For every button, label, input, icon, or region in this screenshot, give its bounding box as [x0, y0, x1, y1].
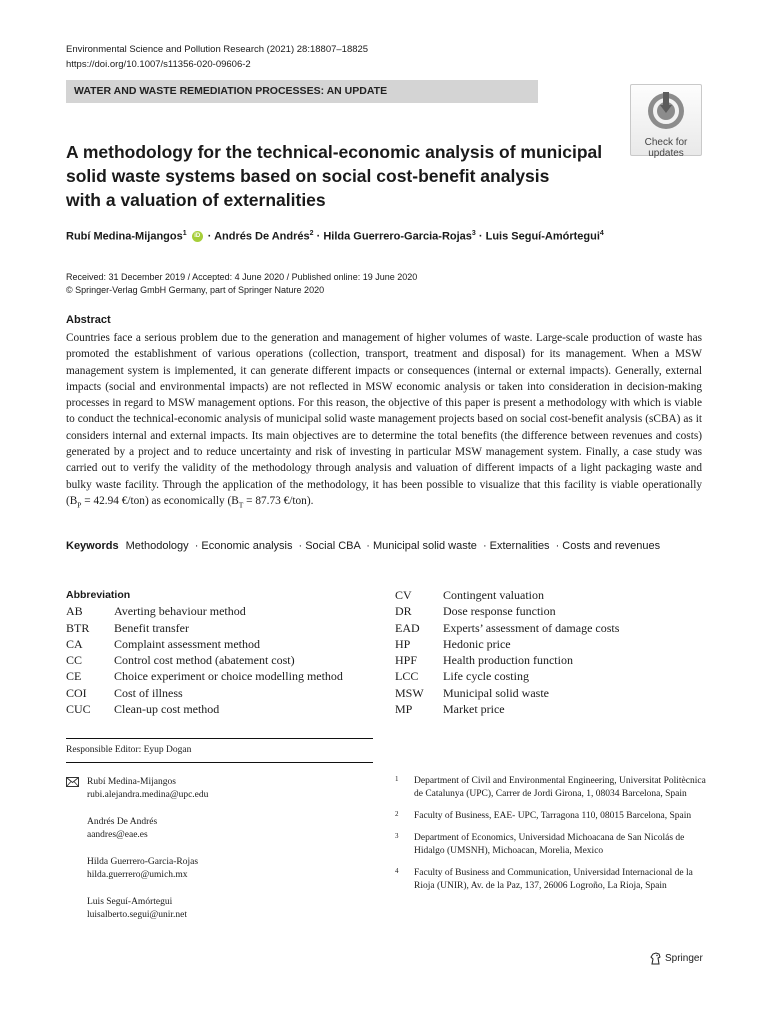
journal-reference [66, 42, 368, 72]
keyword[interactable]: Economic analysis [201, 540, 293, 552]
abstract-heading: Abstract [66, 314, 111, 326]
author-affiliation-marker: 2 [309, 230, 314, 237]
abbreviation-row: CC Control cost method (abatement cost) [66, 653, 295, 668]
author-name[interactable]: Andrés De Andrés [214, 230, 310, 243]
affiliation-item: 1 Department of Civil and Environmental Engineering, Universitat Politècnica de Catalunya (UPC), Carrer de Jordi Girona, 1, 08034 Barcelona, Spain [395, 775, 706, 799]
divider [66, 762, 373, 763]
publication-dates [66, 271, 417, 297]
title-line-2: solid waste systems based on social cost-benefit analysis [66, 166, 550, 186]
abbreviation-table-left [66, 587, 343, 717]
abbreviation-row: DR Dose response function [395, 604, 556, 619]
check-for-updates-label: Check for updates [644, 137, 688, 159]
affiliations [395, 775, 710, 902]
contact-name: Rubí Medina-Mijangos [87, 777, 176, 787]
abbreviation-row: BTR Benefit transfer [66, 620, 189, 635]
check-for-updates-badge[interactable] [630, 84, 702, 159]
affiliation-item: 2 Faculty of Business, EAE- UPC, Tarragona 110, 08015 Barcelona, Spain [395, 810, 692, 821]
contact-entry [66, 896, 208, 922]
keyword[interactable]: Methodology [125, 540, 189, 552]
author-list: Rubí Medina-Mijangos$^1$ iD · Andrés De Andrés$^2$ · Hilda Guerrero-Garcia-Rojas$^3$ · Luis Seguí-Amórtegui$^4$ [66, 230, 604, 243]
affiliation-item: 4 Faculty of Business and Communication, Universidad Internacional de la Rioja (UNIR), Av. de la Paz, 137, 26006 Logroño, La Rioja, Spain [395, 867, 693, 891]
abbreviation-row: HPF Health production function [395, 653, 573, 668]
abbreviation-heading: Abbreviation [66, 589, 131, 601]
publication-history: Received: 31 December 2019 / Accepted: 4 June 2020 / Published online: 19 June 2020 [66, 272, 418, 282]
author-affiliation-marker: 1 [182, 230, 187, 237]
abbreviation-row: CV Contingent valuation [395, 588, 544, 602]
doi-link[interactable]: https://doi.org/10.1007/s11356-020-09606-2 [66, 59, 251, 70]
abbreviation-row: HP Hedonic price [395, 636, 511, 651]
divider [66, 738, 373, 739]
contact-email[interactable]: aandres@eae.es [87, 830, 148, 840]
contact-entry [66, 816, 208, 842]
keyword[interactable]: Social CBA [305, 540, 361, 552]
contact-name: Andrés De Andrés [87, 817, 158, 827]
publisher-logo [650, 952, 703, 965]
abbreviation-row: LCC Life cycle costing [395, 669, 529, 684]
contact-email[interactable]: luisalberto.segui@unir.net [87, 910, 188, 920]
orcid-icon[interactable]: iD [192, 231, 203, 242]
springer-horse-icon [650, 952, 662, 965]
affiliation-item: 3 Department of Economics, Universidad Michoacana de San Nicolás de Hidalgo (UMSNH), Michoacan, Morelia, Mexico [395, 832, 685, 856]
author-name[interactable]: Hilda Guerrero-Garcia-Rojas [323, 230, 472, 243]
keyword[interactable]: Costs and revenues [562, 540, 661, 552]
keywords: Keywords Methodology · Economic analysis · Social CBA · Municipal solid waste · Externalities · Costs and revenues [66, 540, 661, 552]
abbreviation-row: EAD Experts’ assessment of damage costs [395, 620, 620, 635]
contact-email[interactable]: rubi.alejandra.medina@upc.edu [87, 790, 209, 800]
contact-name: Luis Seguí-Amórtegui [87, 897, 173, 907]
abbreviation-row: CUC Clean-up cost method [66, 702, 220, 717]
article-title [66, 140, 606, 212]
abbreviation-row: CE Choice experiment or choice modelling method [66, 669, 343, 684]
copyright-line: © Springer-Verlag GmbH Germany, part of Springer Nature 2020 [66, 285, 325, 295]
abbreviation-row: CA Complaint assessment method [66, 636, 260, 651]
abbreviation-table-right [395, 587, 619, 717]
abstract-body: Countries face a serious problem due to the generation and management of higher volumes of waste. Large-scale production of waste has promoted the establishment of various operations (collection, transport, treatment and disposal) for its management. When a MSW management system is implemented, it can generate different impacts or consequences (internal or external impacts). Generally, external impacts (social and environmental impacts) are not reflected in MSW economic analysis or taken into consideration in decision-making processes in regard to MSW management options. For this reason, the objective of this paper is present a methodology with which is viable to conduct the technical-economic analysis of municipal solid waste management projects based on social cost-benefit analysis (sCBA) as it considers internal and external impacts. Its main objectives are to determine the total benefits (the difference between revenues and costs) generated by a project and to reduce uncertainty and risk of investing in particular MSW management system. Finally, a case study was carried out to verify the validity of the methodology through analysis and valuation of different impacts of a light packaging waste and bulky waste facility. Through the application of the methodology, it has been possible to visualize that this facility is viable operationally ($B_P = 42.94$ €/ton) as economically ($B_T = 87.73$ €/ton). [66, 332, 702, 510]
author-name[interactable]: Luis Seguí-Amórtegui [485, 230, 600, 243]
journal-citation: Environmental Science and Pollution Research (2021) 28:18807–18825 [66, 44, 369, 55]
contact-name: Hilda Guerrero-Garcia-Rojas [87, 857, 199, 867]
section-banner: WATER AND WASTE REMEDIATION PROCESSES: AN UPDATE [66, 80, 538, 103]
abbreviation-row: MSW Municipal solid waste [395, 685, 549, 700]
author-name[interactable]: Rubí Medina-Mijangos [66, 230, 183, 243]
contact-entry [66, 856, 208, 882]
keyword[interactable]: Externalities [489, 540, 550, 552]
contact-entry [66, 776, 208, 802]
abbreviation-row: AB Averting behaviour method [66, 604, 246, 619]
envelope-icon [66, 777, 79, 787]
keywords-heading: Keywords [66, 540, 119, 552]
keyword[interactable]: Municipal solid waste [372, 540, 477, 552]
title-line-3: with a valuation of externalities [66, 190, 326, 210]
author-affiliation-marker: 4 [599, 230, 604, 237]
abbreviation-row: COI Cost of illness [66, 685, 183, 700]
title-line-1: A methodology for the technical-economic analysis of municipal [66, 142, 603, 162]
author-contacts [66, 776, 208, 936]
publisher-name: Springer [665, 953, 703, 964]
responsible-editor: Responsible Editor: Eyup Dogan [66, 745, 192, 755]
abbreviation-row: MP Market price [395, 702, 505, 717]
check-for-updates-icon [646, 91, 686, 131]
contact-email[interactable]: hilda.guerrero@umich.mx [87, 870, 188, 880]
author-affiliation-marker: 3 [471, 230, 476, 237]
